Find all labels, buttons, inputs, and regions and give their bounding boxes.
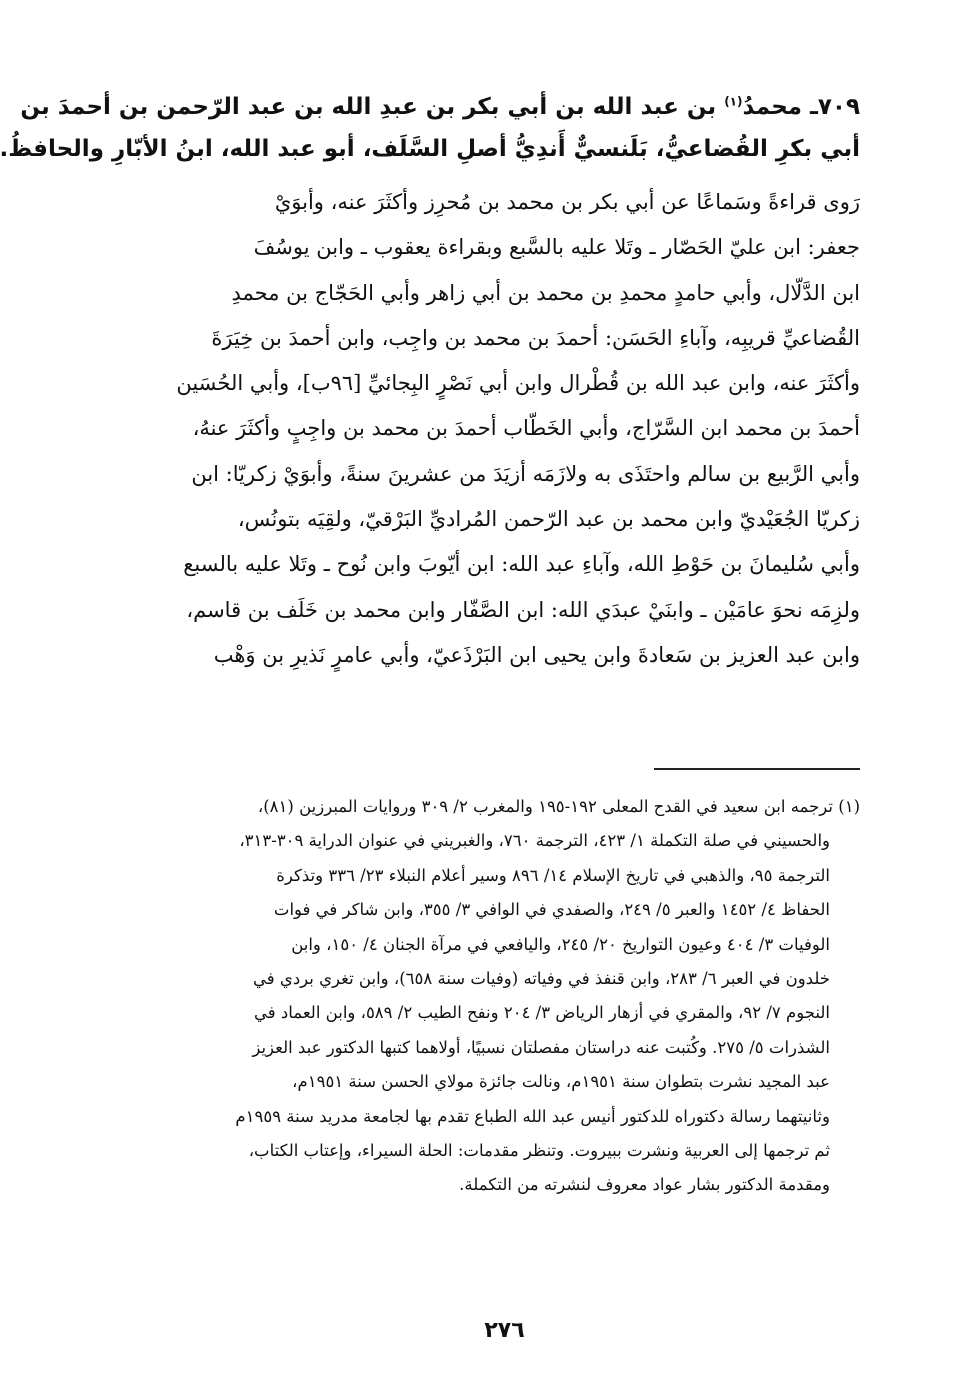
footnote-line: الحفاظ ٤/ ١٤٥٢ والعبر ٥/ ٢٤٩، والصفدي في الوافي ٣/ ٣٥٥، وابن شاكر في فوات <box>273 900 830 920</box>
main-text-block <box>0 86 860 678</box>
body-line: جعفر: ابن عليّ الحَصّار ـ وتَلا عليه بالسَّبع وبقراءة يعقوب ـ وابن يوسُفَ <box>253 235 860 260</box>
footnote-line: الشذرات ٥/ ٢٧٥. وكُتبت عنه دراستان مفصلتان نسبيًا، أولاهما كتبها الدكتور عبد العزيز <box>252 1037 830 1057</box>
body-line: ابن الدَّلّال، وأبي حامدٍ محمدِ بن محمد بن أبي زاهر وأبي الحَجّاج بن محمدِ <box>231 280 860 305</box>
entry-number: ٧٠٩ـ محمدُ <box>742 94 860 120</box>
page-number: ٢٧٦ <box>484 1318 525 1343</box>
entry-heading-line-1 <box>20 86 860 128</box>
footnote-line: ثم ترجمها إلى العربية ونشرت ببيروت. وتنظر مقدمات: الحلة السيراء، وإعتاب الكتاب، <box>248 1140 830 1160</box>
footnote-line: ومقدمة الدكتور بشار عواد معروف لنشرته من التكملة. <box>459 1175 830 1195</box>
body-line: وأكثَرَ عنه، وابن عبد الله بن قُطْرال وابن أبي نَصْرٍ البِجائيِّ [٩٦ب]، وأبي الحُسَين <box>176 371 860 396</box>
body-line: القُضاعيِّ قريبِه، وآباءِ الحَسَن: أحمدَ بن محمد بن واجِب، وابن أحمدَ بن خِيَرَةَ <box>211 325 860 350</box>
body-line: وأبي الرَّبيع بن سالم واحتَذَى به ولازَمَه أزيَدَ من عشرينَ سنةً، وأبوَيْ زكريّا: ابن <box>191 461 860 486</box>
footnote-line: والحسيني في صلة التكملة ١/ ٤٢٣، الترجمة ٧٦٠، والغبريني في عنوان الدراية ٣٠٩-٣١٣، <box>239 831 830 851</box>
footnote-separator-rule <box>654 768 860 770</box>
body-line: أحمدَ بن محمد ابن السَّرّاج، وأبي الخَطّاب أحمدَ بن محمد بن واجِبٍ وأكثَرَ عنهُ، <box>192 416 860 441</box>
footnote-line: خلدون في العبر ٦/ ٢٨٣، وابن قنفذ في وفياته (وفيات سنة ٦٥٨)، وابن تغري بردي في <box>253 968 830 988</box>
body-line: رَوى قراءةً وسَماعًا عن أبي بكر بن محمد بن مُحرِز وأكثَرَ عنه، وأبوَيْ <box>274 190 860 214</box>
footnote-line: النجوم ٧/ ٩٢، والمقري في أزهار الرياض ٣/ ٢٠٤ ونفح الطيب ٢/ ٥٨٩، وابن العماد في <box>254 1003 830 1023</box>
body-line: ولزِمَه نحوَ عامَيْن ـ وابنَيْ عبدَي الله: ابن الصَّفّار وابن محمد بن خَلَف بن قاسم، <box>186 597 860 622</box>
footnote-line: (١) ترجمه ابن سعيد في القدح المعلى ١٩٢-١٩٥ والمغرب ٢/ ٣٠٩ وروايات المبرزين (٨١)، <box>257 797 860 816</box>
body-line: وأبي سُليمانَ بن حَوْطِ الله، وآباءِ عبد الله: ابن أيّوبَ وابن نُوح ـ وتَلا عليه بالسبع <box>183 552 860 577</box>
entry-heading-rest: بن عبد الله بن أبي بكر بن عبدِ الله بن عبد الرّحمن بن أحمدَ بن <box>20 94 725 120</box>
footnote-line: الترجمة ٩٥، والذهبي في تاريخ الإسلام ١٤/ ٨٩٦ وسير أعلام النبلاء ٢٣/ ٣٣٦ وتذكرة <box>276 865 830 885</box>
footnote-line: وثانيتهما رسالة دكتوراه للدكتور أنيس عبد الله الطباع تقدم بها لجامعة مدريد سنة ١٩٥٩م <box>235 1106 830 1126</box>
footnote-line: عبد المجيد نشرت بتطوان سنة ١٩٥١م، ونالت جائزة مولاي الحسن سنة ١٩٥١م، <box>292 1072 830 1092</box>
footnote-reference[interactable]: (١) <box>724 94 743 109</box>
footnote-line: الوفيات ٣/ ٤٠٤ وعيون التواريخ ٢٠/ ٢٤٥، واليافعي في مرآة الجنان ٤/ ١٥٠، وابن <box>291 934 830 954</box>
entry-heading-line-2: أبي بكرِ القُضاعيُّ، بَلَنسيٌّ أَندِيُّ أصلِ السَّلَف، أبو عبد الله، ابنُ الأبّارِ والحافظُ. <box>0 136 860 162</box>
body-line: زكريّا الجُعَيْديّ وابن محمد بن عبد الرّحمن المُراديِّ البَرْقيّ، ولقِيَه بتونُس، <box>237 507 860 532</box>
footnotes-block <box>126 790 860 1203</box>
body-line: وابن عبد العزيز بن سَعادةَ وابن يحيى ابن البَرْذَعيّ، وأبي عامرٍ نَذيرِ بن وَهْب <box>213 642 860 667</box>
